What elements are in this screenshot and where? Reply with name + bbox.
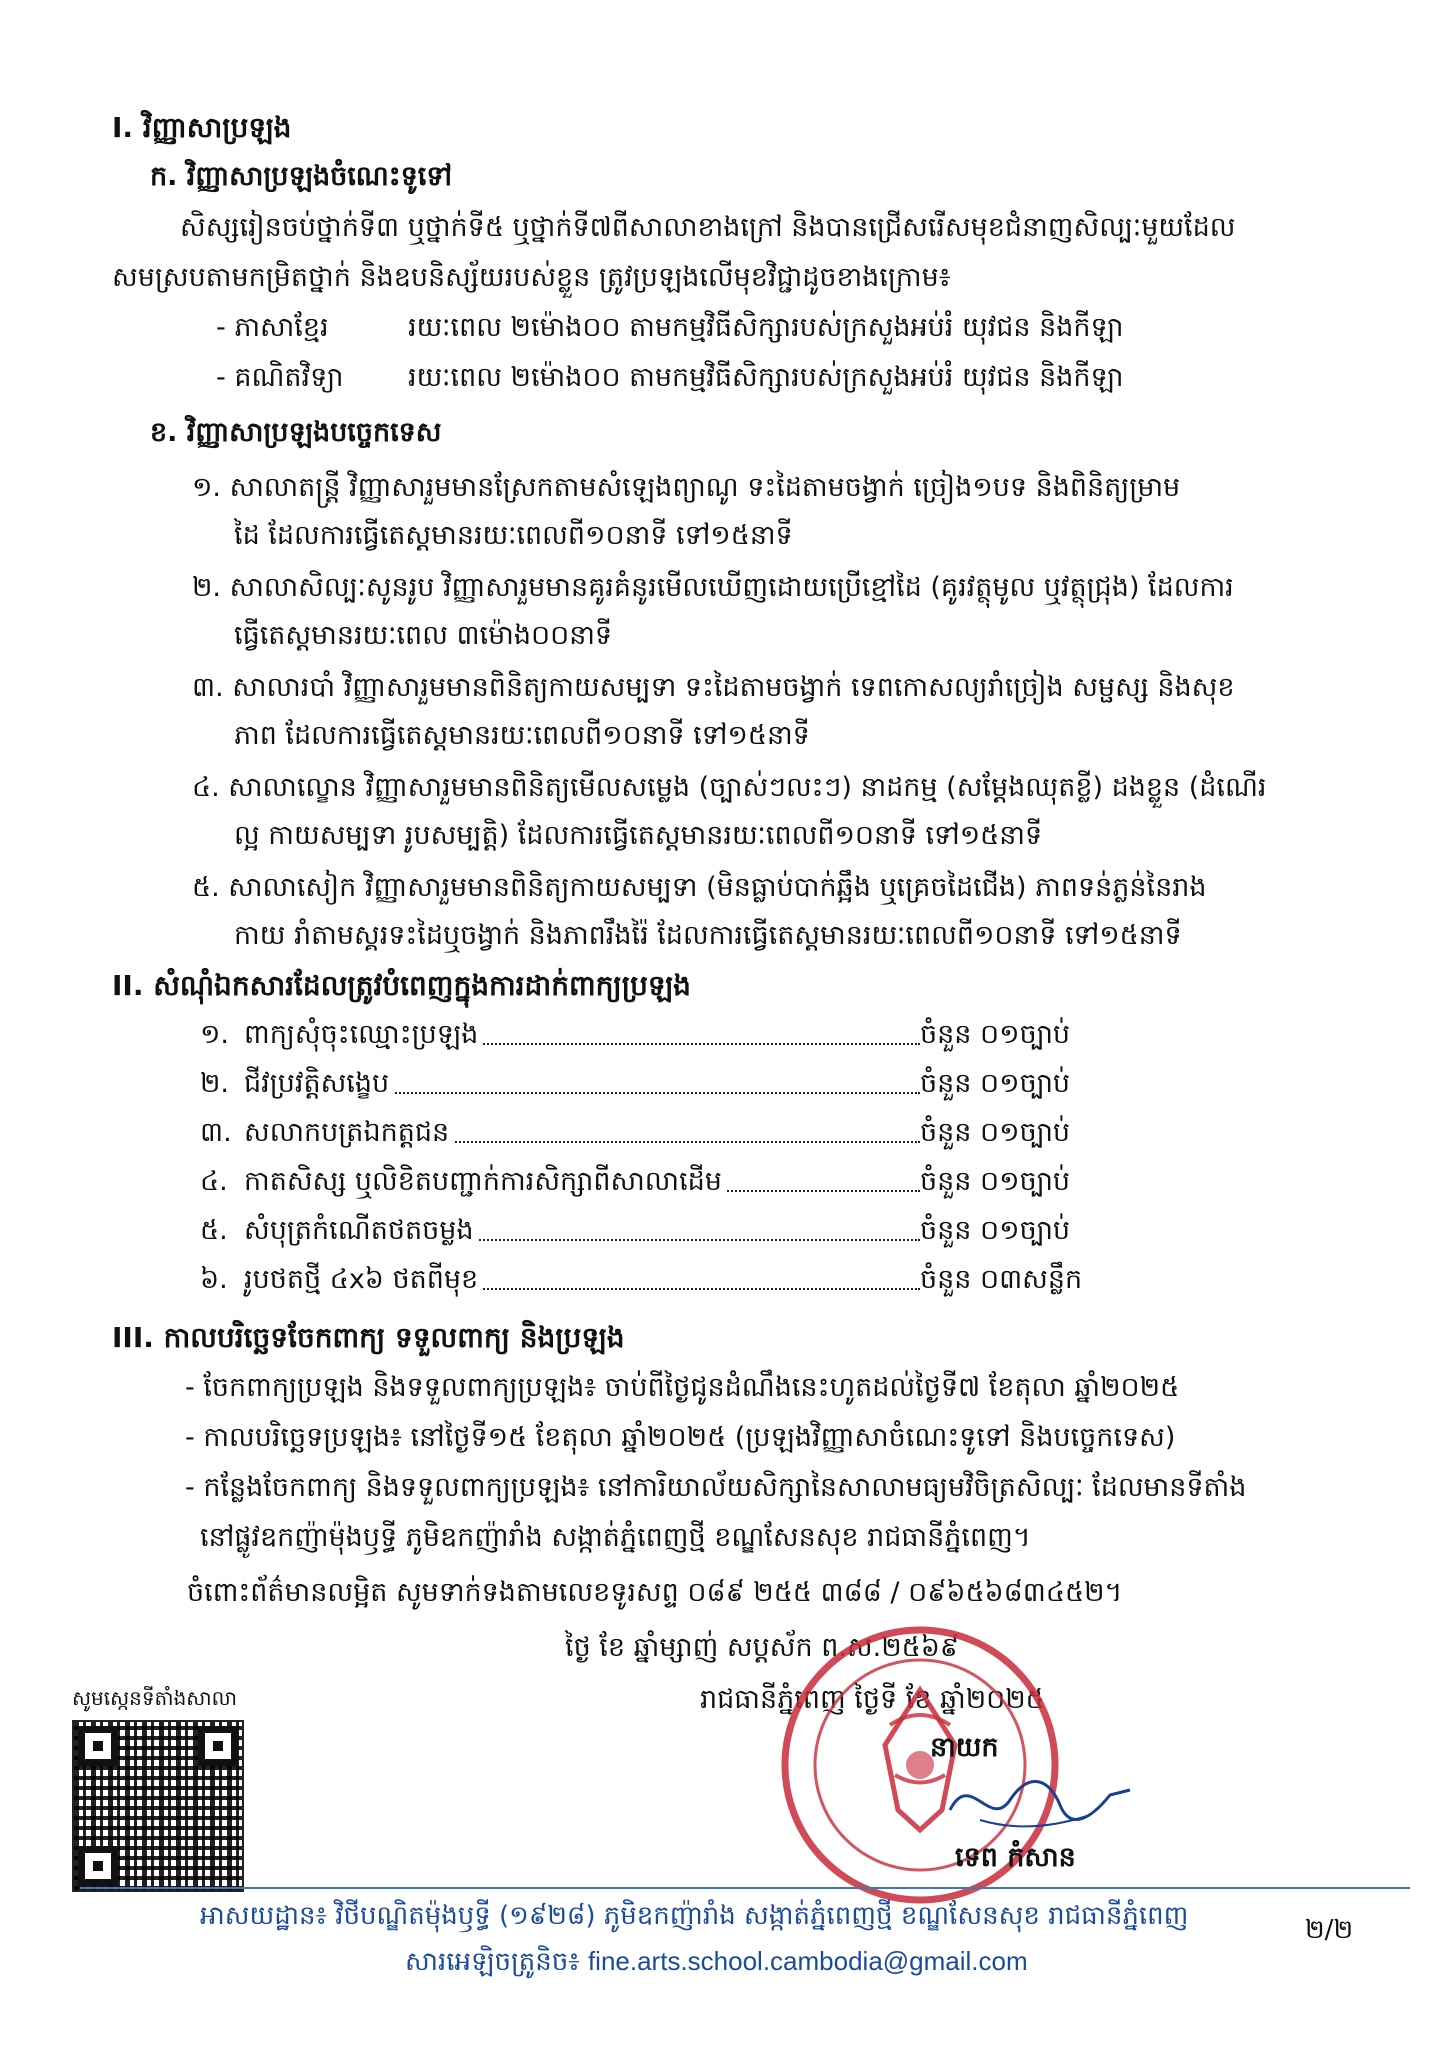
document-row	[200, 1064, 1090, 1104]
section-1a-paragraph-line1: សិស្សរៀនចប់ថ្នាក់ទី៣ ឬថ្នាក់ទី៥ ឬថ្នាក់ទី៧ពីសាលាខាងក្រៅ និងបានជ្រើសរើសមុខជំនាញសិល្បៈមួយដែល	[180, 212, 1236, 243]
document-quantity: ចំនួន ០១ច្បាប់	[920, 1166, 1071, 1197]
document-quantity: ចំនួន ០៣សន្លឹក	[920, 1264, 1083, 1295]
school-location-qr-code-icon[interactable]	[72, 1720, 244, 1892]
schedule-line-2: - កាលបរិច្ឆេទប្រឡង៖ នៅថ្ងៃទី១៥ ខែតុលា ឆ្នាំ២០២៥ (ប្រឡងវិញ្ញាសាចំណេះទូទៅ និងបច្ចេកទេស)	[185, 1422, 1176, 1453]
footer-email-label: សារអេឡិចត្រូនិច៖	[405, 1947, 580, 1977]
subject-name-math: - គណិតវិទ្យា	[216, 362, 344, 393]
document-quantity: ចំនួន ០១ច្បាប់	[920, 1019, 1071, 1050]
technical-item-3-line2: ភាព ដែលការធ្វើតេស្តមានរយៈពេលពី១០នាទី ទៅ១៥នាទី	[234, 720, 810, 751]
technical-item-3-line1: ៣. សាលារបាំ វិញ្ញាសារួមមានពិនិត្យកាយសម្បទា ទះដៃតាមចង្វាក់ ទេពកោសល្យរាំច្រៀង សម្ផស្ស និងសុខ	[192, 672, 1235, 703]
subject-detail-math: រយៈពេល ២ម៉ោង០០ តាមកម្មវិធីសិក្សារបស់ក្រសួងអប់រំ យុវជន និងកីឡា	[408, 362, 1124, 393]
document-row	[200, 1113, 1090, 1153]
technical-item-2-line1: ២. សាលាសិល្បៈសូនរូប វិញ្ញាសារួមមានគូរគំនូរមើលឃើញដោយប្រើខ្មៅដៃ (គូរវត្ថុមូល ឬវត្ថុជ្រុង) ដែលការ	[192, 572, 1234, 603]
technical-item-1-line2: ដៃ ដែលការធ្វើតេស្តមានរយៈពេលពី១០នាទី ទៅ១៥នាទី	[234, 520, 793, 551]
director-title: នាយក	[930, 1732, 999, 1763]
qr-finder-icon	[78, 1726, 118, 1766]
technical-item-5-line1: ៥. សាលាសៀក វិញ្ញាសារួមមានពិនិត្យកាយសម្បទា (មិនធ្លាប់បាក់ឆ្អឹង ឬគ្រេចដៃជើង) ភាពទន់ភ្លន់នៃរាង	[192, 872, 1207, 903]
schedule-line-3: - កន្លែងចែកពាក្យ និងទទួលពាក្យប្រឡង៖ នៅការិយាល័យសិក្សានៃសាលាមធ្យមវិចិត្រសិល្បៈ ដែលមានទីតាំង	[185, 1472, 1247, 1503]
document-number: ១.	[200, 1019, 230, 1050]
document-name: រូបថតថ្មី ៤x៦ ថតពីមុខ	[244, 1260, 482, 1300]
lunar-date-line: ថ្ងៃ ខែ ឆ្នាំម្សាញ់ សប្តស័ក ព.ស.២៥៦៩	[565, 1632, 960, 1663]
document-number: ៦.	[200, 1264, 228, 1295]
section-1-title: I. វិញ្ញាសាប្រឡង	[112, 111, 292, 144]
footer-email-line	[405, 1941, 1028, 1982]
solar-date-line: រាជធានីភ្នំពេញ ថ្ងៃទី ខែ ឆ្នាំ២០២៥	[700, 1684, 1045, 1715]
footer-divider	[80, 1887, 1410, 1889]
contact-line: ចំពោះព័ត៌មានលម្អិត សូមទាក់ទងតាមលេខទូរសព្ទ ០៨៩ ២៥៥ ៣៨៨ / ០៩៦៥៦៨៣៤៥២។	[187, 1577, 1123, 1608]
qr-finder-icon	[198, 1726, 238, 1766]
document-number: ៣.	[200, 1117, 232, 1148]
document-quantity: ចំនួន ០១ច្បាប់	[920, 1117, 1071, 1148]
document-number: ២.	[200, 1068, 230, 1099]
section-1a-paragraph-line2: សមស្របតាមកម្រិតថ្នាក់ និងឧបនិស្ស័យរបស់ខ្លួន ត្រូវប្រឡងលើមុខវិជ្ជាដូចខាងក្រោម៖	[112, 262, 951, 293]
section-2-title: II. សំណុំឯកសារដែលត្រូវបំពេញក្នុងការដាក់ពាក្យប្រឡង	[112, 969, 691, 1002]
document-row	[200, 1162, 1090, 1202]
qr-label: សូមស្កេនទីតាំងសាលា	[72, 1686, 238, 1710]
document-name: សំបុត្រកំណើតថតចម្លង	[244, 1211, 478, 1251]
document-row	[200, 1015, 1090, 1055]
document-name: សលាកបត្រឯកត្តជន	[244, 1113, 453, 1153]
document-name: ជីវប្រវត្តិសង្ខេប	[244, 1064, 393, 1104]
document-name: ពាក្យសុំចុះឈ្មោះប្រឡង	[244, 1015, 482, 1055]
document-row	[200, 1211, 1090, 1251]
footer-address: អាសយដ្ឋាន៖ វិថីបណ្ឌិតម៉ុងឫទ្ធី (១៩២៨) ភូមិឧកញ៉ារាំង សង្កាត់ភ្នំពេញថ្មី ខណ្ឌសែនសុខ រាជធានីភ្នំពេញ	[200, 1901, 1189, 1931]
document-number: ៤.	[200, 1166, 228, 1197]
technical-item-4-line1: ៤. សាលាល្ខោន វិញ្ញាសារួមមានពិនិត្យមើលសម្លេង (ច្បាស់ៗលះៗ) នាដកម្ម (សម្តែងឈុតខ្លី) ដងខ្លួន (ដំណើរ	[192, 772, 1267, 803]
subject-detail-khmer: រយៈពេល ២ម៉ោង០០ តាមកម្មវិធីសិក្សារបស់ក្រសួងអប់រំ យុវជន និងកីឡា	[408, 312, 1124, 343]
qr-finder-icon	[78, 1846, 118, 1886]
document-quantity: ចំនួន ០១ច្បាប់	[920, 1215, 1071, 1246]
document-quantity: ចំនួន ០១ច្បាប់	[920, 1068, 1071, 1099]
document-row	[200, 1260, 1090, 1300]
subject-name-khmer: - ភាសាខ្មែរ	[216, 312, 329, 343]
section-1a-title: ក. វិញ្ញាសាប្រឡងចំណេះទូទៅ	[150, 161, 453, 192]
technical-item-1-line1: ១. សាលាតន្ត្រី វិញ្ញាសារួមមានស្រែកតាមសំឡេងព្យាណូ ទះដៃតាមចង្វាក់ ច្រៀង១បទ និងពិនិត្យម្រាម	[192, 472, 1181, 503]
schedule-line-1: - ចែកពាក្យប្រឡង និងទទួលពាក្យប្រឡង៖ ចាប់ពីថ្ងៃជូនដំណឹងនេះហូតដល់ថ្ងៃទី៧ ខែតុលា ឆ្នាំ២០២៥	[185, 1372, 1180, 1403]
footer-email-link[interactable]: fine.arts.school.cambodia@gmail.com	[587, 1946, 1028, 1976]
technical-item-4-line2: ល្អ កាយសម្បទា រូបសម្បត្តិ) ដែលការធ្វើតេស្តមានរយៈពេលពី១០នាទី ទៅ១៥នាទី	[234, 820, 1043, 851]
page-number: ២/២	[1305, 1915, 1354, 1945]
schedule-line-4: នៅផ្លូវឧកញ៉ាម៉ុងឫទ្ធី ភូមិឧកញ៉ារាំង សង្កាត់ភ្នំពេញថ្មី ខណ្ឌសែនសុខ រាជធានីភ្នំពេញ។	[200, 1522, 1031, 1553]
handwritten-signature-icon	[940, 1760, 1140, 1840]
section-1b-title: ខ. វិញ្ញាសាប្រឡងបច្ចេកទេស	[150, 417, 442, 448]
technical-item-5-line2: កាយ រាំតាមស្គរទះដៃឬចង្វាក់ និងភាពរឹងរ៉ៃ ដែលការធ្វើតេស្តមានរយៈពេលពី១០នាទី ទៅ១៥នាទី	[234, 920, 1182, 951]
section-3-title: III. កាលបរិច្ឆេទចែកពាក្យ ទទួលពាក្យ និងប្រឡង	[112, 1321, 625, 1354]
document-name: កាតសិស្ស ឬលិខិតបញ្ជាក់ការសិក្សាពីសាលាដើម	[244, 1162, 726, 1202]
document-number: ៥.	[200, 1215, 228, 1246]
technical-item-2-line2: ធ្វើតេស្តមានរយៈពេល ៣ម៉ោង០០នាទី	[234, 620, 613, 651]
director-name: ទេព កំសាន	[955, 1842, 1076, 1873]
